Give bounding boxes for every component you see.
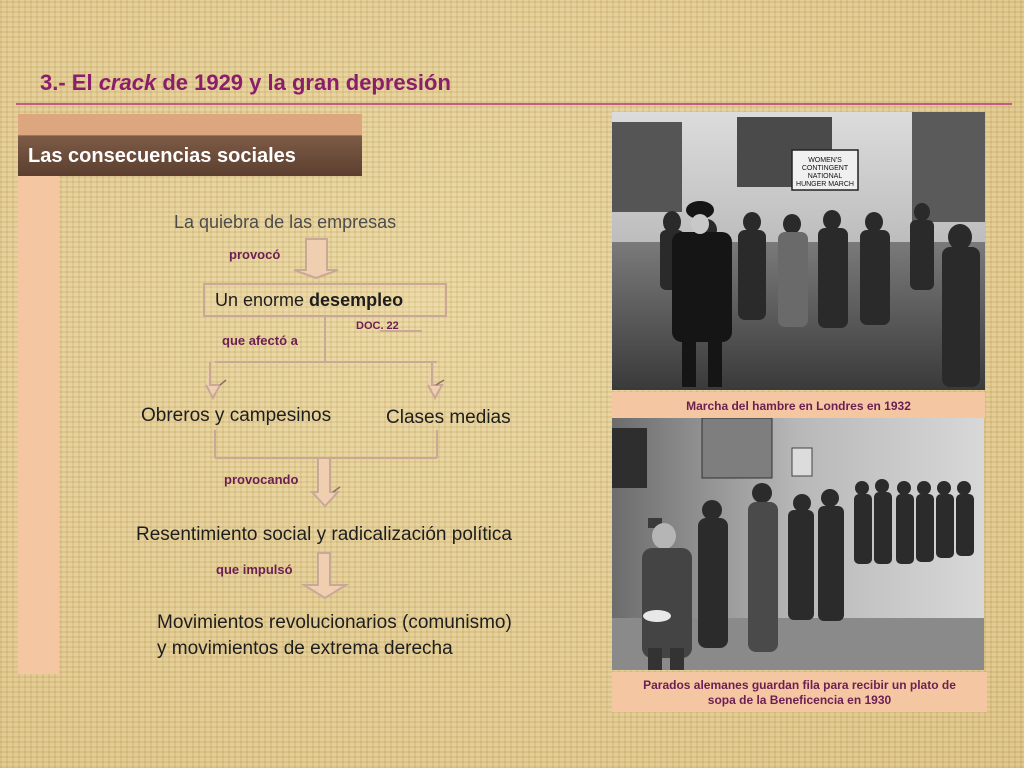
node-desempleo bbox=[215, 290, 403, 311]
link-que-impulso: que impulsó bbox=[216, 562, 293, 577]
title-prefix: 3.- El bbox=[40, 70, 99, 95]
arrow-left-branch bbox=[206, 362, 220, 398]
arrow-que-impulso bbox=[304, 553, 346, 598]
title-emphasis: crack bbox=[98, 70, 157, 95]
node-obreros: Obreros y campesinos bbox=[141, 405, 332, 426]
banner-text-4: HUNGER MARCH bbox=[796, 181, 854, 188]
title-suffix: de 1929 y la gran depresión bbox=[156, 70, 451, 95]
banner-text-1: WOMEN'S bbox=[808, 157, 842, 164]
link-provoco: provocó bbox=[229, 247, 281, 262]
link-que-afecto-a: que afectó a bbox=[222, 333, 298, 348]
banner-text-2: CONTINGENT bbox=[801, 165, 849, 172]
photo2-caption-line2: sopa de la Beneficencia en 1930 bbox=[707, 693, 892, 707]
section-title: Las consecuencias sociales bbox=[28, 145, 296, 167]
banner-text-3: NATIONAL bbox=[807, 173, 843, 180]
soup-line-photo bbox=[612, 418, 984, 670]
desempleo-bold: desempleo bbox=[309, 290, 404, 310]
node-quiebra: La quiebra de las empresas bbox=[174, 212, 397, 232]
desempleo-prefix: Un enorme bbox=[215, 290, 310, 310]
link-provocando: provocando bbox=[224, 472, 299, 487]
doc-reference: DOC. 22 bbox=[356, 320, 399, 332]
node-resentimiento: Resentimiento social y radicalización política bbox=[136, 524, 512, 545]
arrow-provocando bbox=[312, 458, 338, 506]
node-clases-medias: Clases medias bbox=[386, 407, 511, 428]
photo1-caption: Marcha del hambre en Londres en 1932 bbox=[686, 399, 911, 413]
photo2-caption-line1: Parados alemanes guardan fila para recibir un plato de bbox=[643, 678, 956, 692]
arrow-provoco bbox=[294, 239, 338, 278]
node-movimientos-line2: y movimientos de extrema derecha bbox=[157, 638, 453, 659]
arrow-right-branch bbox=[428, 362, 442, 398]
hunger-march-photo bbox=[612, 112, 985, 390]
node-movimientos-line1: Movimientos revolucionarios (comunismo) bbox=[157, 612, 512, 633]
